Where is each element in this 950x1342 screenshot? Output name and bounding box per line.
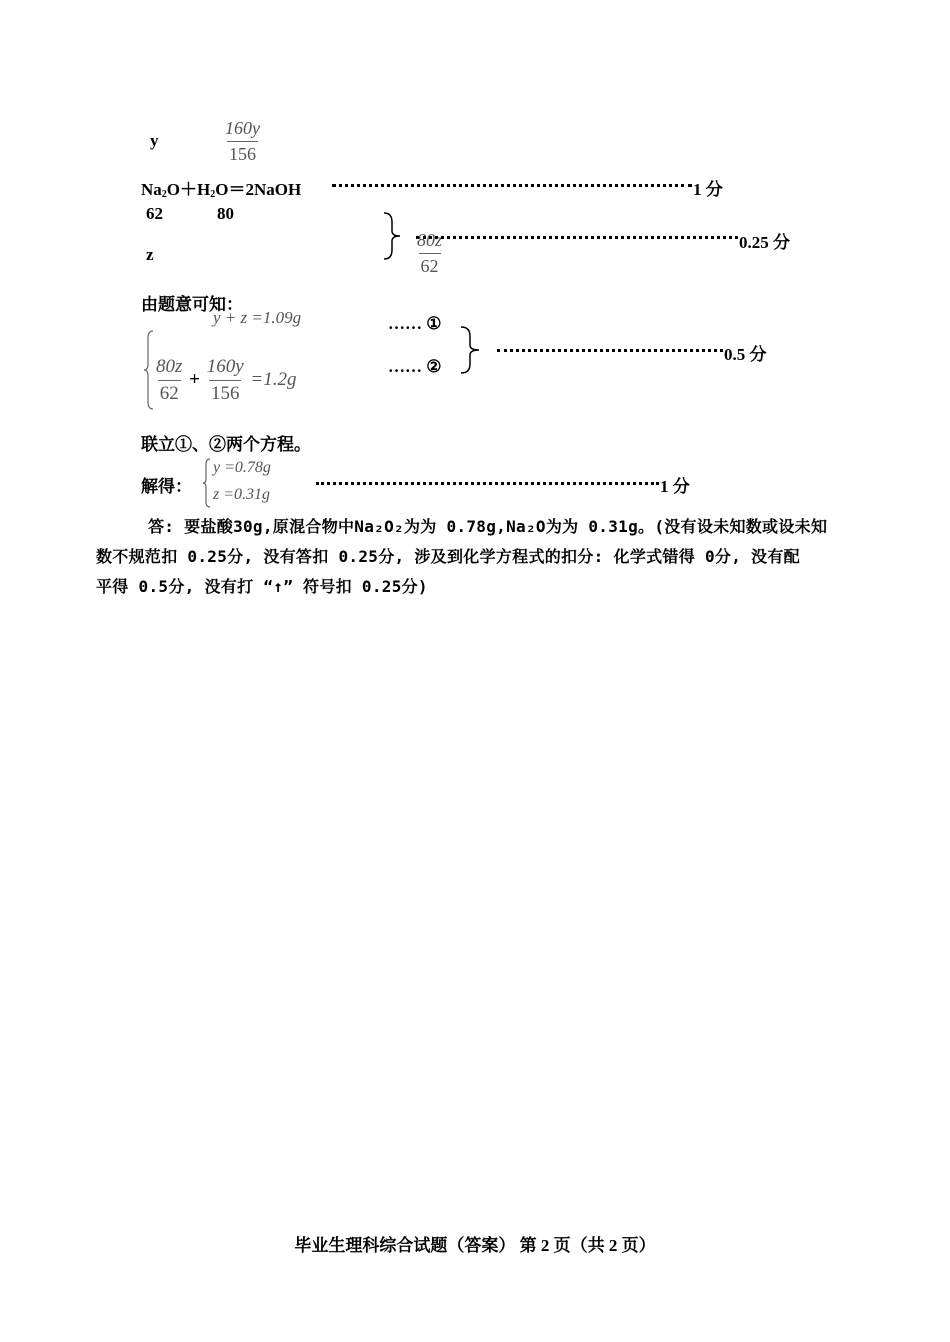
frac-num: 80z xyxy=(156,356,183,377)
answer-line: 数不规范扣 0.25分, 没有答扣 0.25分, 涉及到化学方程式的扣分: 化学式错得 0分, 没有配 xyxy=(96,547,800,566)
dotted-leader xyxy=(416,236,738,239)
frac-den: 62 xyxy=(158,380,181,405)
eq-part: O＝2NaOH xyxy=(215,180,302,199)
answer-text: 答: 要盐酸30g,原混合物中Na₂O₂为为 0.78g,Na₂O为为 0.31g。(没有设未知数或设未知 xyxy=(148,517,828,536)
score-025: 0.25 分 xyxy=(739,233,790,252)
page-footer: 毕业生理科综合试题（答案） 第 2 页（共 2 页） xyxy=(294,1236,656,1255)
system-eq1: y + z =1.09g xyxy=(213,308,302,327)
coef-80: 80 xyxy=(217,204,234,223)
answer-line: 平得 0.5分, 没有打 “↑” 符号扣 0.25分) xyxy=(96,577,428,596)
frac-num: 160y xyxy=(225,118,260,138)
dotted-leader xyxy=(316,482,659,485)
solution-z: z =0.31g xyxy=(213,486,271,503)
frac-num: 80z xyxy=(417,230,443,250)
frac-den: 156 xyxy=(209,380,242,405)
solve-label: 解得： xyxy=(141,477,192,496)
equation-score: 1 分 xyxy=(693,180,723,199)
marker-1: …… ① xyxy=(388,314,442,333)
eq2-tail: =1.2g xyxy=(250,368,297,390)
plus-sign: + xyxy=(189,368,200,390)
reaction-equation xyxy=(141,175,301,200)
left-brace-icon xyxy=(202,458,212,508)
marker-2: …… ② xyxy=(388,357,442,376)
var-z-label: z xyxy=(146,245,154,264)
fraction-160y-156 xyxy=(223,118,262,165)
score-05: 0.5 分 xyxy=(724,345,767,364)
dotted-leader xyxy=(332,184,692,187)
answer-paragraph xyxy=(96,512,866,602)
dotted-leader xyxy=(497,349,723,352)
right-brace-icon xyxy=(459,326,483,374)
system-eq2 xyxy=(154,356,297,405)
solution-y: y =0.78g xyxy=(213,459,271,476)
frac-den: 156 xyxy=(227,141,258,165)
frac-num: 160y xyxy=(206,356,244,377)
solve-score: 1 分 xyxy=(660,477,690,496)
eq-sub: 2 xyxy=(210,189,216,200)
eq-part: O＋H xyxy=(166,180,211,199)
var-y-label: y xyxy=(150,131,159,150)
answer-line xyxy=(96,512,866,542)
known-label: 由题意可知： xyxy=(141,295,243,314)
eq-sub: 2 xyxy=(161,189,167,200)
eq-part: Na xyxy=(141,180,162,199)
coef-62: 62 xyxy=(146,204,163,223)
right-brace-icon xyxy=(382,212,404,260)
combine-text: 联立①、②两个方程。 xyxy=(141,435,311,454)
frac-den: 62 xyxy=(419,253,441,277)
